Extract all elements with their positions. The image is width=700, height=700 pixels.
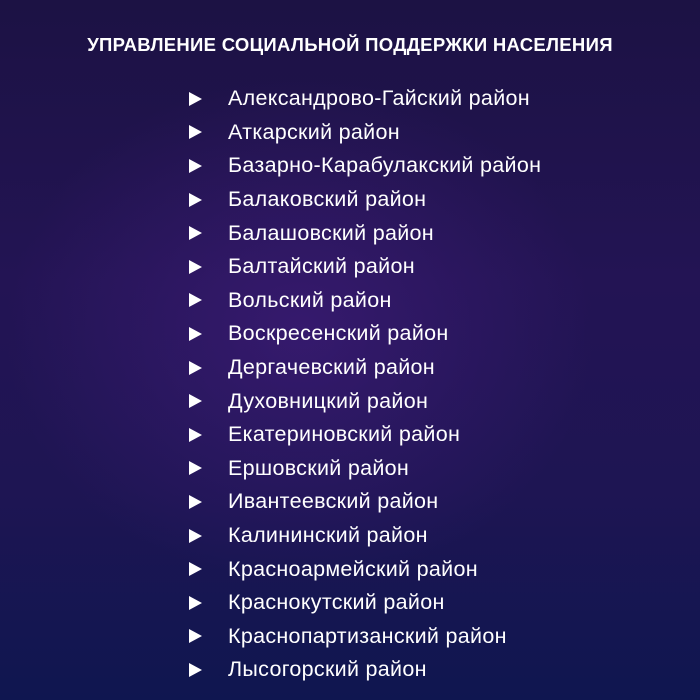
district-name: Лысогорский район [228, 657, 427, 682]
triangle-right-icon [189, 428, 202, 442]
district-name: Вольский район [228, 287, 392, 312]
district-name: Краснопартизанский район [228, 623, 507, 648]
list-item [189, 519, 541, 553]
triangle-right-icon [189, 663, 202, 677]
district-name: Калининский район [228, 523, 428, 548]
list-item [189, 452, 541, 486]
triangle-right-icon [189, 596, 202, 610]
triangle-right-icon [189, 562, 202, 576]
triangle-right-icon [189, 125, 202, 139]
district-name: Балаковский район [228, 187, 427, 212]
list-item [189, 586, 541, 620]
district-name: Балтайский район [228, 254, 415, 279]
district-name: Ивантеевский район [228, 489, 439, 514]
district-name: Духовницкий район [228, 388, 429, 413]
list-item [189, 653, 541, 687]
triangle-right-icon [189, 293, 202, 307]
triangle-right-icon [189, 361, 202, 375]
district-name: Краснокутский район [228, 590, 445, 615]
list-item [189, 317, 541, 351]
list-item [189, 116, 541, 150]
district-name: Ершовский район [228, 455, 410, 480]
triangle-right-icon [189, 394, 202, 408]
list-item [189, 284, 541, 318]
district-name: Екатериновский район [228, 422, 461, 447]
triangle-right-icon [189, 92, 202, 106]
district-name: Дергачевский район [228, 355, 435, 380]
district-name: Красноармейский район [228, 556, 478, 581]
list-item [189, 351, 541, 385]
page-title: УПРАВЛЕНИЕ СОЦИАЛЬНОЙ ПОДДЕРЖКИ НАСЕЛЕНИЯ [87, 34, 613, 55]
list-item [189, 485, 541, 519]
district-name: Воскресенский район [228, 321, 449, 346]
district-name: Аткарский район [228, 119, 400, 144]
triangle-right-icon [189, 260, 202, 274]
triangle-right-icon [189, 529, 202, 543]
list-item [189, 149, 541, 183]
list-item [189, 620, 541, 654]
triangle-right-icon [189, 461, 202, 475]
list-item [189, 250, 541, 284]
district-name: Балашовский район [228, 220, 434, 245]
list-item [189, 183, 541, 217]
district-name: Александрово-Гайский район [228, 86, 530, 111]
triangle-right-icon [189, 193, 202, 207]
triangle-right-icon [189, 327, 202, 341]
triangle-right-icon [189, 226, 202, 240]
district-name: Базарно-Карабулакский район [228, 153, 542, 178]
triangle-right-icon [189, 629, 202, 643]
list-item [189, 384, 541, 418]
list-item [189, 216, 541, 250]
triangle-right-icon [189, 159, 202, 173]
list-item [189, 82, 541, 116]
district-list [189, 82, 541, 687]
list-item [189, 552, 541, 586]
triangle-right-icon [189, 495, 202, 509]
list-item [189, 418, 541, 452]
